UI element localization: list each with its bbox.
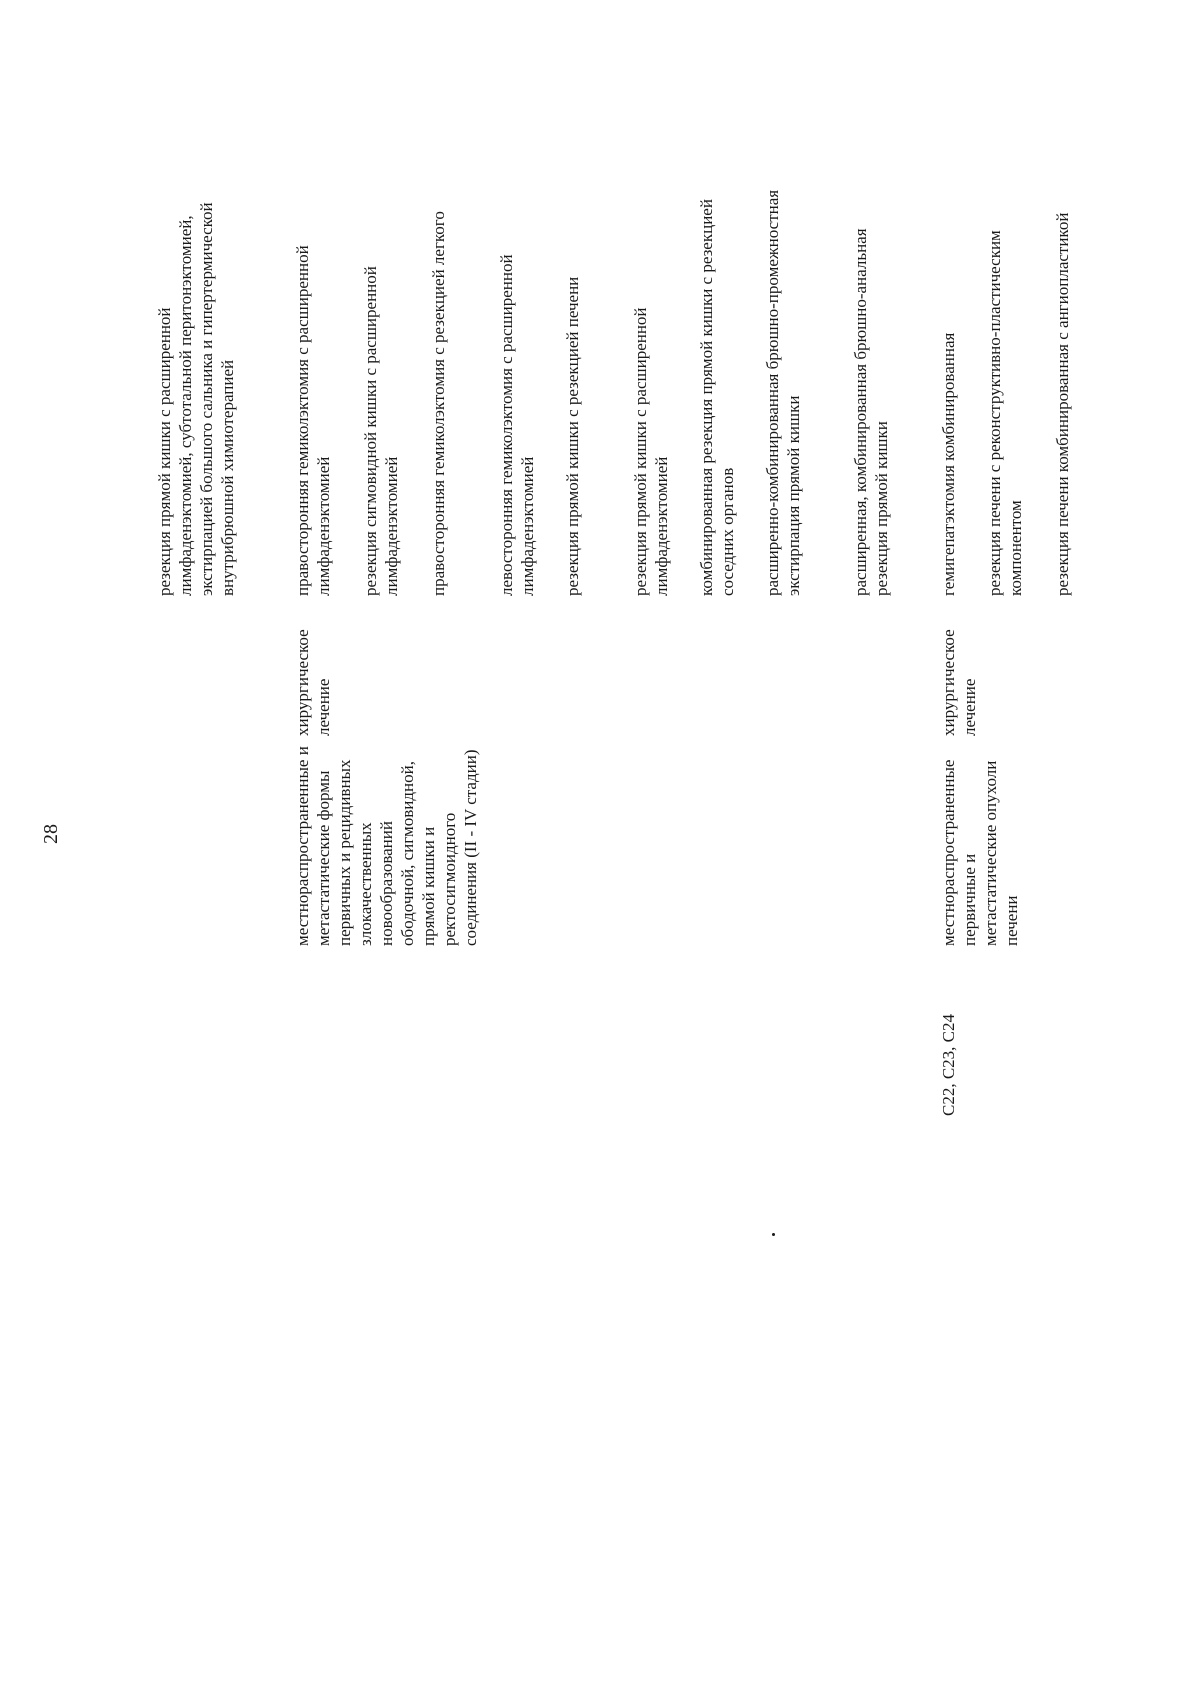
block1-operation-4: правосторонняя гемиколэктомия с резекцией легкого	[429, 211, 448, 596]
block1-operation-6: резекция прямой кишки с резекцией печени	[563, 276, 582, 596]
block1-operation-7: резекция прямой кишки с расширенной лимфаденэктомией	[631, 307, 671, 596]
block1-diagnosis: местнораспространенные и метастатические формы первичных и рецидивных злокачественных новообразований ободочной, сигмовидной, прямой кишки и ректосигмоидного соединения (II - IV стадии)	[293, 746, 480, 946]
block1-operation-10: расширенная, комбинированная брюшно-анальная резекция прямой кишки	[851, 228, 891, 596]
block1-operation-3: резекция сигмовидной кишки с расширенной лимфаденэктомией	[361, 266, 401, 596]
block1-operation-8: комбинированная резекция прямой кишки с резекцией соседних органов	[697, 199, 737, 596]
block1-treatment-type: хирургическое лечение	[293, 629, 333, 736]
block2-codes: C22, C23, C24	[939, 1013, 958, 1116]
block1-operation-5: левосторонняя гемиколэктомия с расширенной лимфаденэктомией	[497, 254, 537, 596]
block1-operation-2: правосторонняя гемиколэктомия с расширенной лимфаденэктомией	[293, 245, 333, 596]
block2-treatment-type: хирургическое лечение	[939, 629, 979, 736]
block1-operation-9: расширенно-комбинированная брюшно-промежностная экстирпация прямой кишки	[763, 189, 803, 596]
block2-operation-1: гемигепатэктомия комбинированная	[939, 332, 958, 596]
page-number: 28	[40, 824, 62, 844]
block2-operation-3: резекция печени комбинированная с ангиопластикой	[1053, 212, 1072, 596]
block1-operation-1: резекция прямой кишки с расширенной лимфаденэктомией, субтотальной перитонэктомией, экстирпацией большого сальника и гипертермической внутрибрюшной химиотерапией	[155, 202, 237, 596]
stray-dot-mark	[772, 1233, 775, 1236]
block2-diagnosis: местнораспространенные первичные и метастатические опухоли печени	[939, 759, 1021, 946]
block2-operation-2: резекция печени с реконструктивно-пластическим компонентом	[985, 230, 1025, 596]
